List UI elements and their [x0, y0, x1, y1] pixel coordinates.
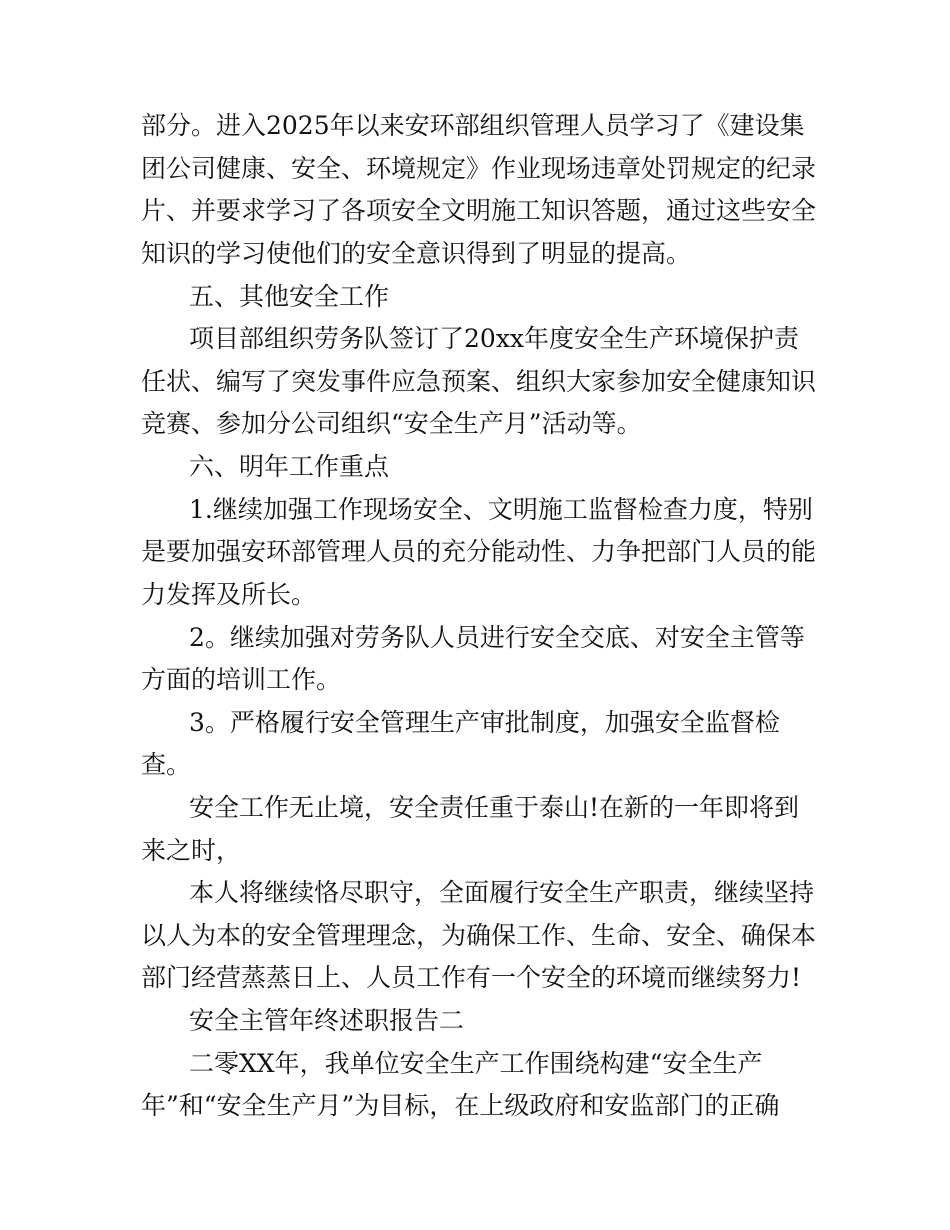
text-line: 部门经营蒸蒸日上、人员工作有一个安全的环境而继续努力!	[141, 963, 802, 992]
section-heading: 六、明年工作重点	[189, 452, 390, 481]
text-line: 知识的学习使他们的安全意识得到了明显的提高。	[141, 239, 692, 268]
text-line: 任状、编写了突发事件应急预案、组织大家参加安全健康知识	[141, 367, 817, 396]
text-line: 以人为本的安全管理理念，为确保工作、生命、安全、确保本	[141, 921, 817, 950]
text-line: 片、并要求学习了各项安全文明施工知识答题，通过这些安全	[141, 196, 817, 225]
text-line: 1.继续加强工作现场安全、文明施工监督检查力度，特别	[189, 495, 813, 524]
text-line: 部分。进入2025年以来安环部组织管理人员学习了《建设集	[141, 111, 805, 140]
text-line: 竞赛、参加分公司组织“安全生产月”活动等。	[141, 409, 642, 438]
report-title: 安全主管年终述职报告二	[189, 1006, 465, 1035]
text-line: 查。	[141, 750, 192, 779]
text-line: 团公司健康、安全、环境规定》作业现场违章处罚规定的纪录	[141, 154, 817, 183]
text-line: 是要加强安环部管理人员的充分能动性、力争把部门人员的能	[141, 537, 817, 566]
text-line: 方面的培训工作。	[141, 665, 342, 694]
text-line: 来之时，	[141, 836, 242, 865]
text-line: 力发挥及所长。	[141, 580, 317, 609]
text-line: 本人将继续恪尽职守，全面履行安全生产职责，继续坚持	[189, 878, 815, 907]
text-line: 二零XX年，我单位安全生产工作围绕构建“安全生产	[189, 1049, 763, 1078]
text-line: 3。严格履行安全管理生产审批制度，加强安全监督检	[189, 708, 780, 737]
text-line: 项目部组织劳务队签订了20xx年度安全生产环境保护责	[189, 324, 800, 353]
text-line: 安全工作无止境，安全责任重于泰山!在新的一年即将到	[189, 793, 800, 822]
section-heading: 五、其他安全工作	[189, 282, 390, 311]
text-line: 年”和“安全生产月”为目标，在上级政府和安监部门的正确	[141, 1091, 780, 1120]
text-line: 2。继续加强对劳务队人员进行安全交底、对安全主管等	[189, 623, 805, 652]
